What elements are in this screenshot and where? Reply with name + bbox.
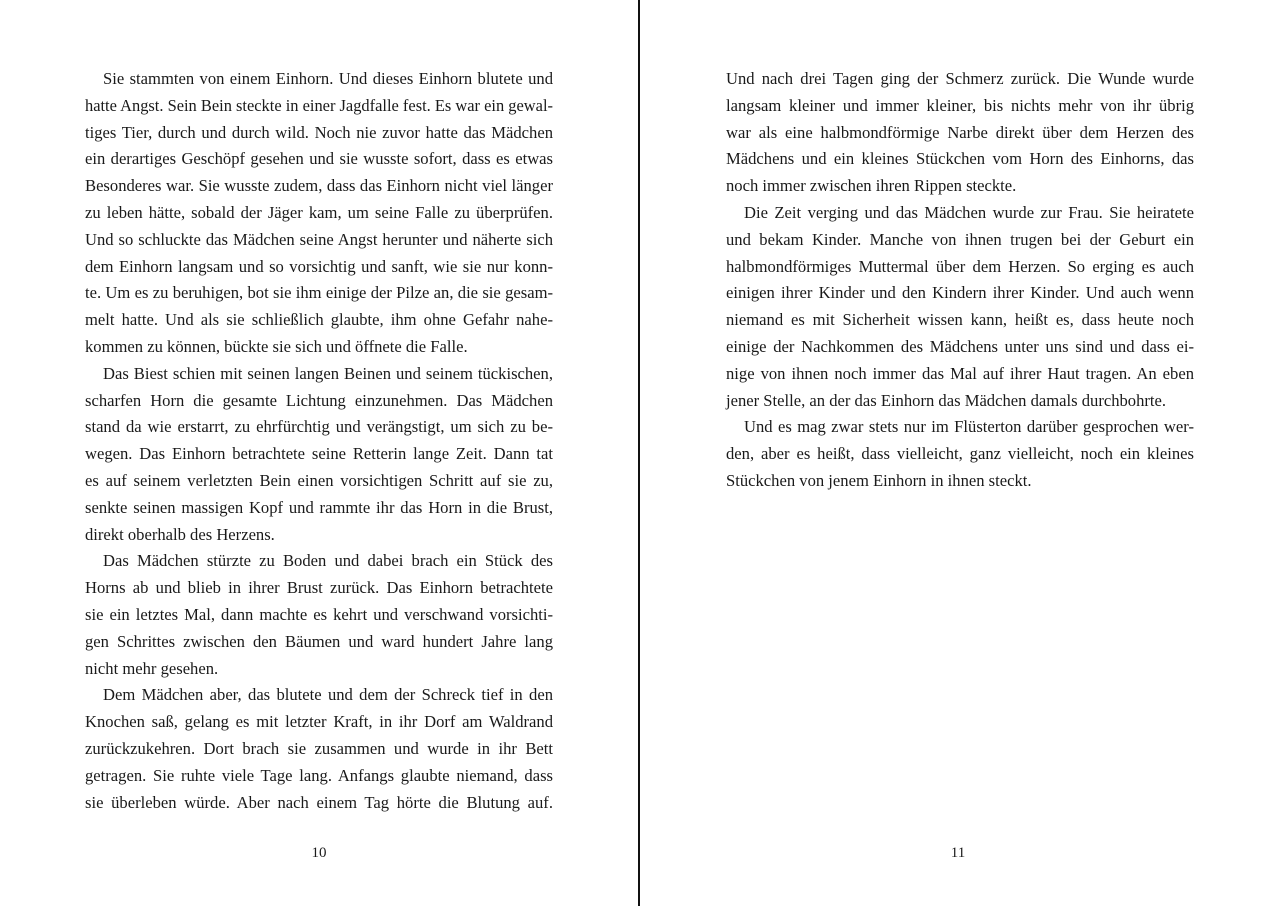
text-line: Die Zeit verging und das Mädchen wurde zur Frau. Sie heiratete bbox=[744, 202, 1194, 222]
text-line: ein derartiges Geschöpf gesehen und sie wusste sofort, dass es etwas bbox=[85, 149, 553, 169]
left-page-text bbox=[85, 66, 553, 816]
text-line: dem Einhorn langsam und so vorsichtig und sanft, wie sie nur konn- bbox=[85, 256, 553, 276]
text-line: wegen. Das Einhorn betrachtete seine Retterin lange Zeit. Dann tat bbox=[85, 444, 553, 464]
paragraph bbox=[726, 200, 1194, 414]
text-line: war als eine halbmondförmige Narbe direkt über dem Herzen des bbox=[726, 122, 1194, 142]
paragraph bbox=[85, 66, 553, 361]
text-line: Horns ab und blieb in ihrer Brust zurück. Das Einhorn betrachtete bbox=[85, 578, 553, 598]
text-line: niemand es mit Sicherheit wissen kann, heißt es, dass heute noch bbox=[726, 310, 1194, 330]
paragraph bbox=[726, 414, 1194, 494]
paragraph bbox=[85, 361, 553, 549]
right-page-text bbox=[726, 66, 1194, 495]
text-line: noch immer zwischen ihren Rippen steckte. bbox=[726, 176, 1017, 196]
text-line: stand da wie erstarrt, zu ehrfürchtig und verängstigt, um sich zu be- bbox=[85, 417, 553, 437]
text-line: hatte Angst. Sein Bein steckte in einer Jagdfalle fest. Es war ein gewal- bbox=[85, 95, 553, 115]
page-number: 10 bbox=[311, 845, 327, 861]
text-line: tiges Tier, durch und durch wild. Noch nie zuvor hatte das Mädchen bbox=[85, 122, 553, 142]
text-line: Sie stammten von einem Einhorn. Und dieses Einhorn blutete und bbox=[103, 69, 553, 88]
text-line: langsam kleiner und immer kleiner, bis nichts mehr von ihr übrig bbox=[726, 95, 1194, 115]
text-line: sie überleben würde. Aber nach einem Tag hörte die Blutung auf. bbox=[85, 792, 553, 812]
right-page bbox=[640, 0, 1278, 906]
text-line: nicht mehr gesehen. bbox=[85, 658, 219, 678]
text-line: Und es mag zwar stets nur im Flüsterton darüber gesprochen wer- bbox=[744, 417, 1194, 437]
text-line: zurückzukehren. Dort brach sie zusammen und wurde in ihr Bett bbox=[85, 738, 553, 758]
paragraph bbox=[726, 66, 1194, 200]
text-line: halbmondförmiges Muttermal über dem Herzen. So erging es auch bbox=[726, 256, 1194, 276]
text-line: Besonderes war. Sie wusste zudem, dass das Einhorn nicht viel länger bbox=[85, 176, 553, 196]
text-line: te. Um es zu beruhigen, bot sie ihm einige der Pilze an, die sie gesam- bbox=[85, 283, 553, 303]
text-line: melt hatte. Und als sie schließlich glaubte, ihm ohne Gefahr nahe- bbox=[85, 310, 553, 330]
left-page bbox=[0, 0, 638, 906]
text-line: Und nach drei Tagen ging der Schmerz zurück. Die Wunde wurde bbox=[726, 69, 1194, 88]
text-line: Knochen saß, gelang es mit letzter Kraft, in ihr Dorf am Waldrand bbox=[85, 712, 553, 732]
text-line: Das Biest schien mit seinen langen Beinen und seinem tückischen, bbox=[103, 363, 553, 383]
text-line: Mädchens und ein kleines Stückchen vom Horn des Einhorns, das bbox=[726, 149, 1194, 169]
text-line: es auf seinem verletzten Bein einen vorsichtigen Schritt auf sie zu, bbox=[85, 470, 553, 490]
text-line: scharfen Horn die gesamte Lichtung einzunehmen. Das Mädchen bbox=[85, 390, 553, 410]
text-line: zu leben hätte, sobald der Jäger kam, um seine Falle zu überprüfen. bbox=[85, 202, 553, 222]
text-line: sie ein letztes Mal, dann machte es kehrt und verschwand vorsichti- bbox=[85, 604, 553, 624]
text-line: kommen zu können, bückte sie sich und öffnete die Falle. bbox=[85, 336, 468, 356]
text-line: Dem Mädchen aber, das blutete und dem der Schreck tief in den bbox=[103, 685, 553, 705]
text-line: gen Schrittes zwischen den Bäumen und ward hundert Jahre lang bbox=[85, 631, 553, 651]
paragraph bbox=[85, 682, 553, 816]
text-line: direkt oberhalb des Herzens. bbox=[85, 524, 275, 544]
text-line: einige der Nachkommen des Mädchens unter uns sind und dass ei- bbox=[726, 336, 1194, 356]
text-line: getragen. Sie ruhte viele Tage lang. Anfangs glaubte niemand, dass bbox=[85, 765, 553, 785]
page-number: 11 bbox=[950, 845, 966, 861]
text-line: Und so schluckte das Mädchen seine Angst herunter und näherte sich bbox=[85, 229, 553, 249]
text-line: senkte seinen massigen Kopf und rammte ihr das Horn in die Brust, bbox=[85, 497, 553, 517]
text-line: nige von ihnen noch immer das Mal auf ihrer Haut tragen. An eben bbox=[726, 363, 1194, 383]
text-line: Das Mädchen stürzte zu Boden und dabei brach ein Stück des bbox=[103, 551, 553, 571]
text-line: einigen ihrer Kinder und den Kindern ihrer Kinder. Und auch wenn bbox=[726, 283, 1194, 303]
text-line: den, aber es heißt, dass vielleicht, ganz vielleicht, noch ein kleines bbox=[726, 444, 1194, 464]
text-line: Stückchen von jenem Einhorn in ihnen steckt. bbox=[726, 470, 1032, 490]
text-line: und bekam Kinder. Manche von ihnen trugen bei der Geburt ein bbox=[726, 229, 1194, 249]
text-line: jener Stelle, an der das Einhorn das Mädchen damals durchbohrte. bbox=[726, 390, 1167, 410]
paragraph bbox=[85, 548, 553, 682]
